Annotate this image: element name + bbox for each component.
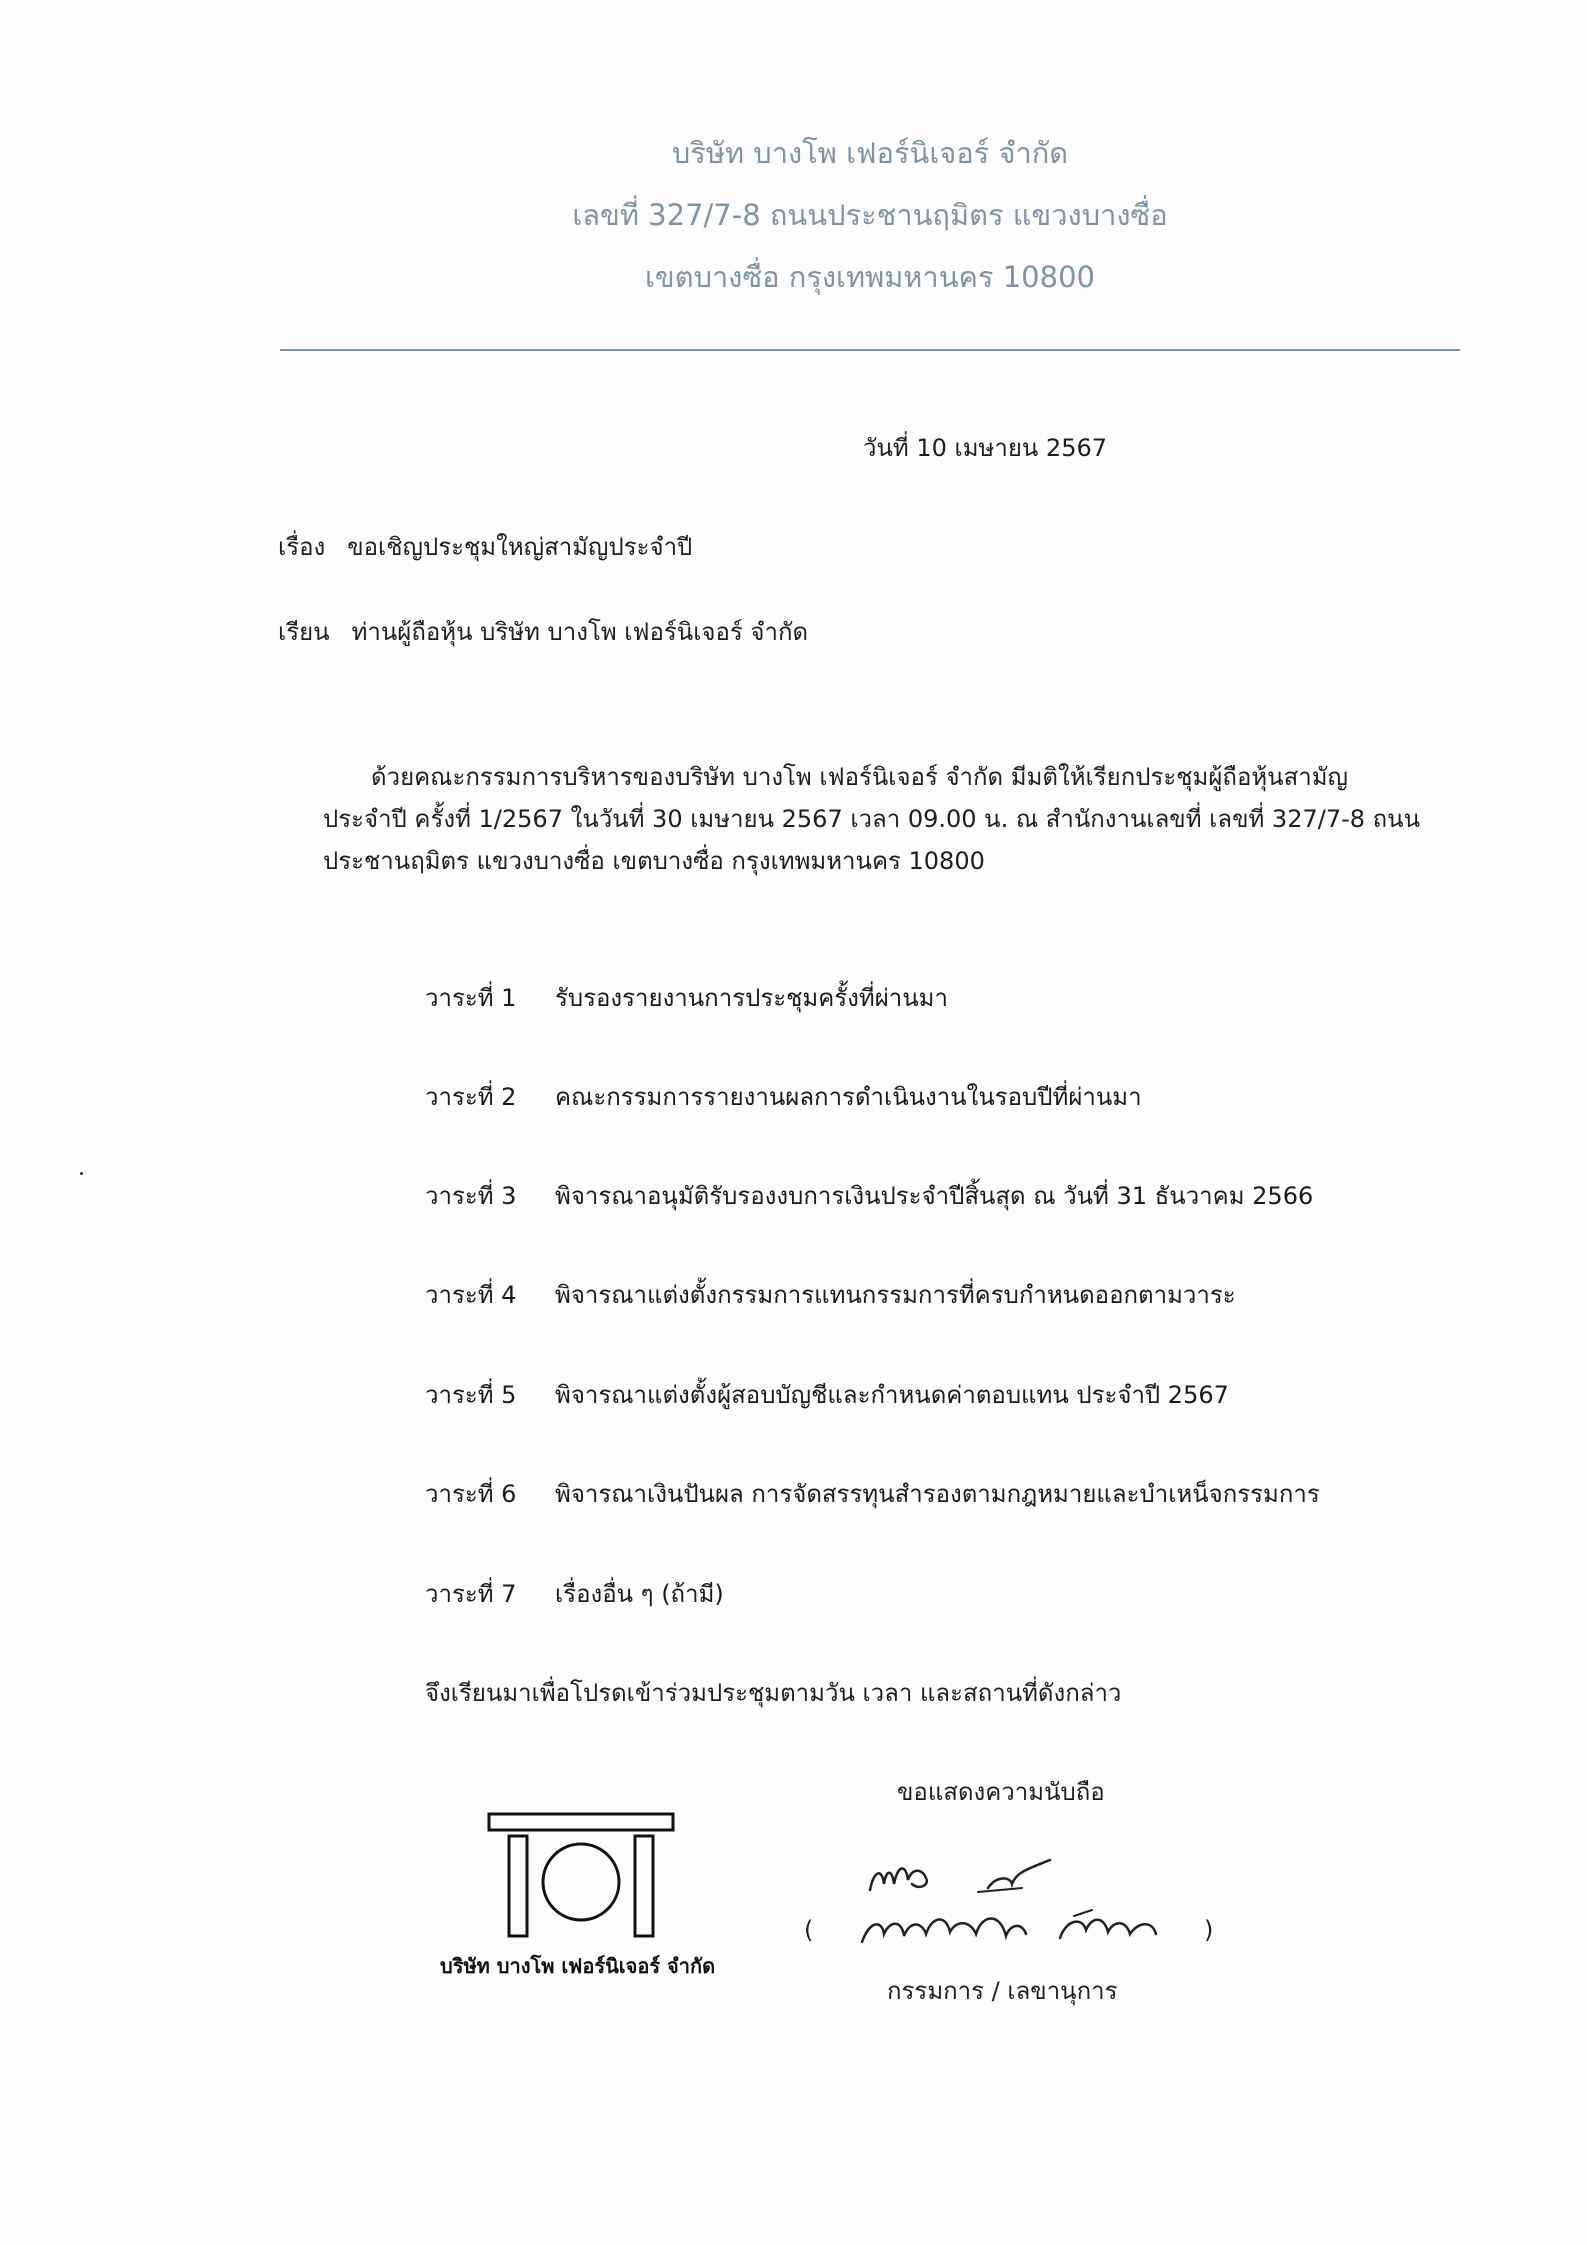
logo-caption: บริษัท บางโพ เฟอร์นิเจอร์ จำกัด: [440, 1954, 716, 1978]
signature-close-paren: ): [1204, 1916, 1214, 1944]
agenda-item-1: [425, 978, 948, 1017]
agenda-item-2: [425, 1077, 1142, 1116]
scan-speck: [80, 1172, 83, 1175]
signer-position: กรรมการ / เลขานุการ: [887, 1977, 1118, 2005]
agenda-text: คณะกรรมการรายงานผลการดำเนินงานในรอบปีที่ผ่านมา: [555, 1083, 1142, 1111]
closing-sentence: จึงเรียนมาเพื่อโปรดเข้าร่วมประชุมตามวัน เวลา และสถานที่ดังกล่าว: [425, 1679, 1122, 1707]
letterhead-address-line2: เขตบางซื่อ กรุงเทพมหานคร 10800: [645, 260, 1095, 294]
regards-text: ขอแสดงความนับถือ: [897, 1778, 1105, 1806]
body-paragraph: [323, 756, 1485, 882]
agenda-number: วาระที่ 7: [425, 1580, 517, 1608]
agenda-item-4: [425, 1275, 1236, 1314]
letterhead-address-line1: เลขที่ 327/7-8 ถนนประชานฤมิตร แขวงบางซื่อ: [572, 198, 1168, 232]
agenda-number: วาระที่ 2: [425, 1083, 517, 1111]
agenda-item-5: [425, 1375, 1229, 1414]
subject-label: เรื่อง: [278, 533, 326, 561]
agenda-text: พิจารณาแต่งตั้งผู้สอบบัญชีและกำหนดค่าตอบแทน ประจำปี 2567: [555, 1381, 1229, 1409]
body-line-3: ประชานฤมิตร แขวงบางซื่อ เขตบางซื่อ กรุงเทพมหานคร 10800: [323, 847, 985, 875]
agenda-number: วาระที่ 6: [425, 1480, 517, 1508]
agenda-text: พิจารณาเงินปันผล การจัดสรรทุนสำรองตามกฎหมายและบำเหน็จกรรมการ: [555, 1480, 1320, 1508]
agenda-text: เรื่องอื่น ๆ (ถ้ามี): [555, 1580, 724, 1608]
agenda-item-7: [425, 1574, 724, 1613]
agenda-number: วาระที่ 1: [425, 984, 517, 1012]
letterhead-divider: [280, 349, 1460, 351]
subject-line: [278, 527, 692, 566]
body-line-1: ด้วยคณะกรรมการบริหารของบริษัท บางโพ เฟอร์นิเจอร์ จำกัด มีมติให้เรียกประชุมผู้ถือหุ้นสามัญ: [371, 763, 1348, 791]
company-logo-icon: [487, 1812, 677, 1942]
recipient-line: [278, 612, 808, 651]
agenda-number: วาระที่ 3: [425, 1182, 517, 1210]
recipient-text: ท่านผู้ถือหุ้น บริษัท บางโพ เฟอร์นิเจอร์ จำกัด: [351, 618, 809, 646]
subject-text: ขอเชิญประชุมใหญ่สามัญประจำปี: [347, 533, 693, 561]
agenda-item-3: [425, 1176, 1313, 1215]
signature-open-paren: (: [804, 1916, 814, 1944]
letterhead-company: บริษัท บางโพ เฟอร์นิเจอร์ จำกัด: [671, 136, 1069, 170]
agenda-item-6: [425, 1474, 1320, 1513]
body-line-2: ประจำปี ครั้งที่ 1/2567 ในวันที่ 30 เมษายน 2567 เวลา 09.00 น. ณ สำนักงานเลขที่ เลขที่ 327/7-8 ถนน: [323, 805, 1420, 833]
handwritten-signature-icon: [860, 1850, 1200, 1950]
agenda-number: วาระที่ 5: [425, 1381, 517, 1409]
agenda-text: พิจารณาอนุมัติรับรองงบการเงินประจำปีสิ้นสุด ณ วันที่ 31 ธันวาคม 2566: [555, 1182, 1314, 1210]
recipient-label: เรียน: [278, 618, 330, 646]
agenda-text: พิจารณาแต่งตั้งกรรมการแทนกรรมการที่ครบกำหนดออกตามวาระ: [555, 1281, 1236, 1309]
letter-date: วันที่ 10 เมษายน 2567: [863, 434, 1107, 462]
agenda-text: รับรองรายงานการประชุมครั้งที่ผ่านมา: [555, 984, 948, 1012]
agenda-number: วาระที่ 4: [425, 1281, 517, 1309]
